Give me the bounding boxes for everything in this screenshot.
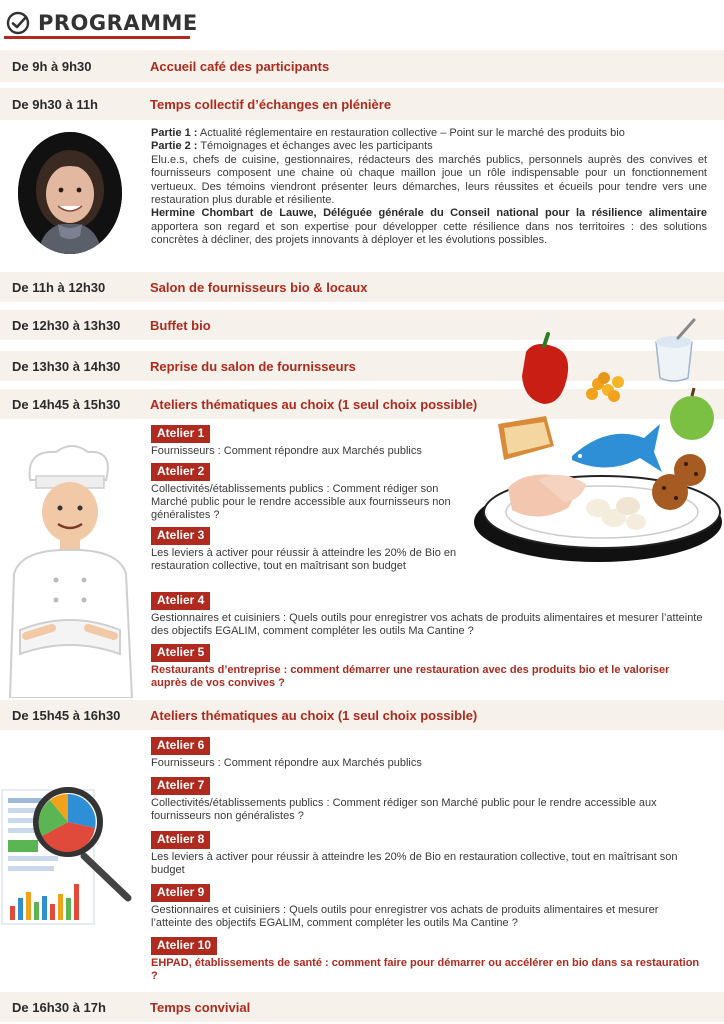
speaker-portrait bbox=[18, 132, 122, 254]
schedule-time: De 12h30 à 13h30 bbox=[12, 317, 121, 333]
schedule-time: De 14h45 à 15h30 bbox=[12, 396, 121, 412]
schedule-title: Ateliers thématiques au choix (1 seul choix possible) bbox=[150, 396, 478, 412]
atelier-badge: Atelier 7 bbox=[151, 777, 210, 795]
atelier-item bbox=[151, 936, 701, 983]
partie-1-line bbox=[151, 127, 707, 140]
schedule-time: De 15h45 à 16h30 bbox=[12, 707, 121, 723]
atelier-description: Gestionnaires et cuisiniers : Quels outils pour enregistrer vos achats de produits alimentaires et mesurer l’atteinte des objectifs EGALIM, comment compléter les outils Ma Cantine ? bbox=[151, 612, 703, 637]
atelier-badge: Atelier 10 bbox=[151, 937, 217, 955]
partie-1-label: Partie 1 : bbox=[151, 127, 198, 139]
schedule-row bbox=[0, 700, 724, 730]
speaker-name: Hermine Chombart de Lauwe, Déléguée générale du Conseil national pour la résilience alimentaire bbox=[151, 207, 707, 220]
page-header bbox=[6, 6, 198, 40]
atelier-description: Restaurants d’entreprise : comment démarrer une restauration avec des produits bio et le valoriser auprès de vos convives ? bbox=[151, 664, 670, 689]
atelier-item bbox=[151, 883, 701, 930]
atelier-description: Les leviers à activer pour réussir à atteindre les 20% de Bio en restauration collective, tout en maîtrisant son budget bbox=[151, 851, 678, 876]
schedule-title: Temps convivial bbox=[150, 999, 251, 1015]
atelier-description: Gestionnaires et cuisiniers : Quels outils pour enregistrer vos achats de produits alimentaires et mesurer l’atteinte des objectifs EGALIM, comment compléter les outils Ma Cantine ? bbox=[151, 904, 659, 929]
data-analysis-illustration bbox=[0, 780, 134, 930]
atelier-item bbox=[151, 462, 471, 522]
atelier-badge: Atelier 2 bbox=[151, 463, 210, 481]
schedule-time: De 13h30 à 14h30 bbox=[12, 358, 121, 374]
atelier-description: EHPAD, établissements de santé : comment faire pour démarrer ou accélérer en bio dans sa restauration ? bbox=[151, 957, 700, 982]
atelier-badge: Atelier 3 bbox=[151, 527, 210, 545]
atelier-badge: Atelier 6 bbox=[151, 737, 210, 755]
schedule-title: Temps collectif d’échanges en plénière bbox=[150, 96, 392, 112]
atelier-description: Collectivités/établissements publics : Comment rédiger son Marché public pour le rendre accessible aux fournisseurs non généralistes ? bbox=[151, 483, 451, 521]
atelier-item bbox=[151, 736, 691, 770]
atelier-description: Fournisseurs : Comment répondre aux Marchés publics bbox=[151, 445, 422, 457]
food-plate-illustration bbox=[468, 312, 724, 574]
schedule-title: Salon de fournisseurs bio & locaux bbox=[150, 279, 368, 295]
atelier-badge: Atelier 4 bbox=[151, 592, 210, 610]
atelier-description: Les leviers à activer pour réussir à atteindre les 20% de Bio en restauration collective, tout en maîtrisant son budget bbox=[151, 547, 457, 572]
schedule-title: Ateliers thématiques au choix (1 seul choix possible) bbox=[150, 707, 478, 723]
atelier-badge: Atelier 5 bbox=[151, 644, 210, 662]
schedule-row bbox=[0, 272, 724, 302]
partie-1-text: Actualité réglementaire en restauration collective – Point sur le marché des produits bio bbox=[197, 127, 625, 139]
schedule-title: Reprise du salon de fournisseurs bbox=[150, 358, 356, 374]
atelier-description: Collectivités/établissements publics : Comment rédiger son Marché public pour le rendre accessible aux fournisseurs non généralistes ? bbox=[151, 797, 657, 822]
schedule-time: De 11h à 12h30 bbox=[12, 279, 106, 295]
pleniere-description bbox=[151, 127, 707, 248]
atelier-item bbox=[151, 591, 707, 638]
schedule-title: Buffet bio bbox=[150, 317, 211, 333]
atelier-item bbox=[151, 776, 691, 823]
chef-illustration bbox=[0, 440, 140, 698]
atelier-item bbox=[151, 424, 481, 458]
partie-2-label: Partie 2 : bbox=[151, 140, 198, 153]
schedule-time: De 16h30 à 17h bbox=[12, 999, 106, 1015]
pleniere-paragraph: Elu.e.s, chefs de cuisine, gestionnaires, rédacteurs des marchés publics, personnels auprès des convives et fournisseurs composent une chaine où chaque maillon joue un rôle indispensable pour un fonctionnement vertueux. Des témoins viendront présenter leurs démarches, leurs réussites et écueils pour tendre vers une restauration plus durable et résiliente. bbox=[151, 153, 707, 207]
speaker-paragraph bbox=[151, 207, 707, 247]
atelier-item bbox=[151, 526, 466, 573]
atelier-badge: Atelier 9 bbox=[151, 884, 210, 902]
speaker-photo bbox=[18, 132, 122, 254]
atelier-item bbox=[151, 830, 691, 877]
page-title: PROGRAMME bbox=[38, 11, 198, 35]
atelier-description: Fournisseurs : Comment répondre aux Marchés publics bbox=[151, 757, 422, 769]
schedule-row bbox=[0, 992, 724, 1022]
atelier-badge: Atelier 1 bbox=[151, 425, 210, 443]
atelier-badge: Atelier 8 bbox=[151, 831, 210, 849]
schedule-title: Accueil café des participants bbox=[150, 58, 330, 74]
partie-2-line bbox=[151, 140, 707, 153]
schedule-row bbox=[0, 50, 724, 82]
partie-2-text: Témoignages et échanges avec les participants bbox=[197, 140, 433, 153]
schedule-time: De 9h30 à 11h bbox=[12, 96, 98, 112]
atelier-item bbox=[151, 643, 691, 690]
speaker-text: apportera son regard et son expertise pour développer cette résilience dans nos territoires : des solutions concrètes à décliner, des projets innovants à déployer et les évolutions possibles. bbox=[151, 220, 707, 247]
schedule-time: De 9h à 9h30 bbox=[12, 58, 92, 74]
header-underline bbox=[4, 36, 190, 39]
schedule-row bbox=[0, 88, 724, 120]
check-circle-icon bbox=[6, 11, 30, 35]
